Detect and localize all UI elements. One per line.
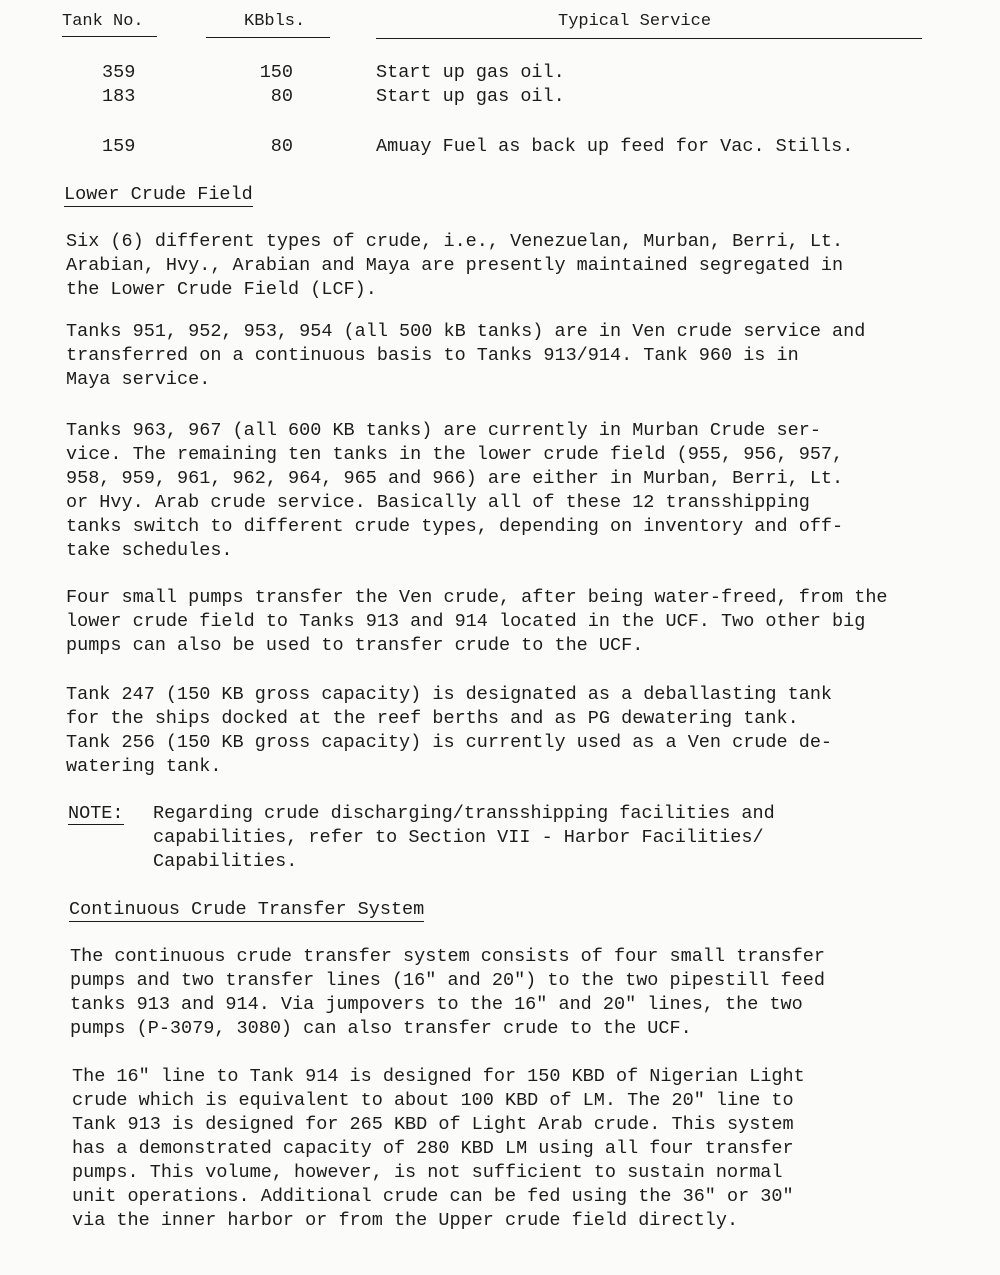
table-row [0,86,1000,110]
text-line: The continuous crude transfer system consists of four small transfer [70,946,825,967]
text-line: Arabian, Hvy., Arabian and Maya are presently maintained segregated in [66,255,844,276]
note-label: NOTE: [68,803,124,824]
text-line: Tank 256 (150 KB gross capacity) is currently used as a Ven crude de- [66,732,833,753]
text-line: Tank 247 (150 KB gross capacity) is designated as a deballasting tank [66,684,833,705]
kbbls-rule [206,37,330,38]
text-line: Tanks 963, 967 (all 600 KB tanks) are currently in Murban Crude ser- [66,420,821,441]
kbbls-value: 80 [270,86,293,107]
text-line: or Hvy. Arab crude service. Basically all of these 12 transshipping [66,492,810,513]
text-line: Six (6) different types of crude, i.e., Venezuelan, Murban, Berri, Lt. [66,231,844,252]
text-line: pumps. This volume, however, is not sufficient to sustain normal [72,1162,783,1183]
text-line: pumps can also be used to transfer crude to the UCF. [66,635,644,656]
kbbls-value: 80 [270,136,293,157]
text-line: crude which is equivalent to about 100 KBD of LM. The 20" line to [72,1090,794,1111]
text-line: Regarding crude discharging/transshipping facilities and [153,803,775,824]
text-line: transferred on a continuous basis to Tanks 913/914. Tank 960 is in [66,345,799,366]
paragraph [66,683,966,779]
tank-number: 159 [102,136,136,157]
text-line: the Lower Crude Field (LCF). [66,279,377,300]
tank-number: 359 [102,62,136,83]
text-line: lower crude field to Tanks 913 and 914 located in the UCF. Two other big [66,611,866,632]
service-text: Start up gas oil. [376,86,565,107]
text-line: Four small pumps transfer the Ven crude, after being water-freed, from the [66,587,888,608]
tank-no-header: Tank No. [62,12,144,31]
tank-number: 183 [102,86,136,107]
kbbls-header: KBbls. [244,12,306,31]
note-body [153,802,943,874]
paragraph [66,320,966,392]
paragraph [72,1065,972,1233]
paragraph [66,419,966,563]
paragraph [66,586,966,658]
text-line: 958, 959, 961, 962, 964, 965 and 966) are either in Murban, Berri, Lt. [66,468,844,489]
table-row [0,62,1000,86]
text-line: has a demonstrated capacity of 280 KBD LM using all four transfer [72,1138,794,1159]
text-line: Capabilities. [153,851,298,872]
text-line: take schedules. [66,540,233,561]
section-heading-continuous-crude-transfer: Continuous Crude Transfer System [69,899,425,920]
text-line: capabilities, refer to Section VII - Harbor Facilities/ [153,827,764,848]
paragraph [66,230,966,302]
text-line: Tanks 951, 952, 953, 954 (all 500 kB tanks) are in Ven crude service and [66,321,866,342]
text-line: watering tank. [66,756,222,777]
text-line: pumps and two transfer lines (16" and 20") to the two pipestill feed [70,970,825,991]
text-line: pumps (P-3079, 3080) can also transfer crude to the UCF. [70,1018,692,1039]
text-line: Tank 913 is designed for 265 KBD of Light Arab crude. This system [72,1114,794,1135]
text-line: via the inner harbor or from the Upper crude field directly. [72,1210,739,1231]
kbbls-value: 150 [259,62,293,83]
text-line: for the ships docked at the reef berths and as PG dewatering tank. [66,708,799,729]
typical-service-rule [376,38,922,39]
table-row [0,136,1000,160]
text-line: unit operations. Additional crude can be fed using the 36" or 30" [72,1186,794,1207]
tank-no-rule [62,36,157,37]
text-line: tanks switch to different crude types, depending on inventory and off- [66,516,844,537]
service-text: Amuay Fuel as back up feed for Vac. Stills. [376,136,854,157]
section-heading-lower-crude-field: Lower Crude Field [64,184,253,205]
text-line: The 16" line to Tank 914 is designed for 150 KBD of Nigerian Light [72,1066,805,1087]
service-text: Start up gas oil. [376,62,565,83]
typical-service-header: Typical Service [558,12,712,31]
text-line: tanks 913 and 914. Via jumpovers to the 16" and 20" lines, the two [70,994,803,1015]
paragraph [70,945,970,1041]
text-line: Maya service. [66,369,211,390]
text-line: vice. The remaining ten tanks in the lower crude field (955, 956, 957, [66,444,844,465]
